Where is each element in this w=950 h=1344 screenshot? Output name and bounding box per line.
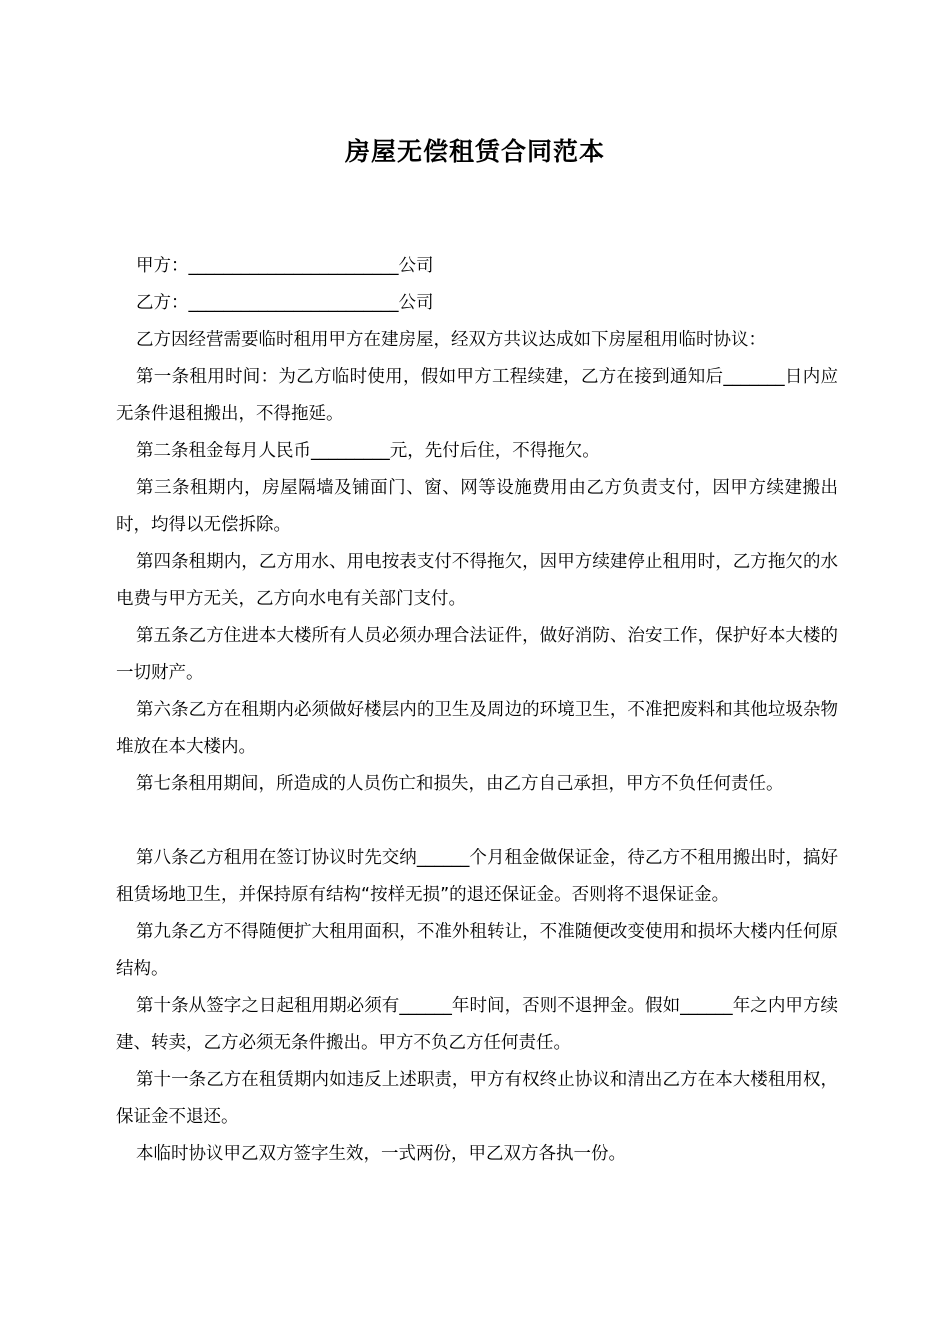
article-11: 第十一条乙方在租赁期内如违反上述职责，甲方有权终止协议和清出乙方在本大楼租用权，保证金不退还。 (116, 1070, 838, 1127)
closing-paragraph: 本临时协议甲乙双方签字生效，一式两份，甲乙双方各执一份。 (136, 1144, 626, 1164)
article-8: 第八条乙方租用在签订协议时先交纳______个月租金做保证金，待乙方不租用搬出时，搞好租赁场地卫生，并保持原有结构“按样无损”的退还保证金。否则将不退保证金。 (116, 848, 838, 905)
document-body (116, 248, 838, 1173)
document-title: 房屋无偿租赁合同范本 (344, 137, 605, 166)
article-10: 第十条从签字之日起租用期必须有______年时间，否则不退押金。假如______年之内甲方续建、转卖，乙方必须无条件搬出。甲方不负乙方任何责任。 (116, 996, 838, 1053)
article-7: 第七条租用期间，所造成的人员伤亡和损失，由乙方自己承担，甲方不负任何责任。 (136, 774, 784, 794)
article-6: 第六条乙方在租期内必须做好楼层内的卫生及周边的环境卫生，不准把废料和其他垃圾杂物堆放在本大楼内。 (116, 700, 838, 757)
party-b-line: 乙方：________________________公司 (136, 293, 434, 313)
party-a-line: 甲方：________________________公司 (136, 256, 434, 276)
article-5: 第五条乙方住进本大楼所有人员必须办理合法证件，做好消防、治安工作，保护好本大楼的一切财产。 (116, 626, 838, 683)
article-2: 第二条租金每月人民币_________元，先付后住，不得拖欠。 (136, 441, 600, 461)
article-9: 第九条乙方不得随便扩大租用面积，不准外租转让，不准随便改变使用和损坏大楼内任何原结构。 (116, 922, 838, 979)
article-4: 第四条租期内，乙方用水、用电按表支付不得拖欠，因甲方续建停止租用时，乙方拖欠的水电费与甲方无关，乙方向水电有关部门支付。 (116, 552, 838, 609)
article-1: 第一条租用时间：为乙方临时使用，假如甲方工程续建，乙方在接到通知后_______日内应无条件退租搬出，不得拖延。 (116, 367, 838, 424)
article-3: 第三条租期内，房屋隔墙及铺面门、窗、网等设施费用由乙方负责支付，因甲方续建搬出时，均得以无偿拆除。 (116, 478, 838, 535)
preamble-paragraph: 乙方因经营需要临时租用甲方在建房屋，经双方共议达成如下房屋租用临时协议： (136, 330, 766, 350)
